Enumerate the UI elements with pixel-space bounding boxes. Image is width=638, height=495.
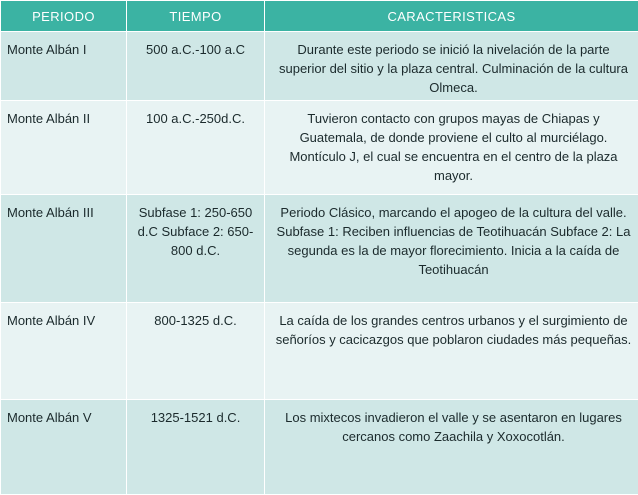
cell-tiempo: 1325-1521 d.C. (127, 400, 265, 495)
cell-periodo: Monte Albán IV (1, 303, 127, 400)
table-row (1, 101, 638, 195)
cell-periodo: Monte Albán II (1, 101, 127, 195)
header-tiempo: TIEMPO (127, 1, 265, 32)
table-header-row (1, 1, 638, 32)
header-periodo: PERIODO (1, 1, 127, 32)
cell-periodo: Monte Albán III (1, 195, 127, 303)
cell-caracteristicas: Periodo Clásico, marcando el apogeo de la cultura del valle. Subfase 1: Reciben influencias de Teotihuacán Subface 2: La segunda es la de mayor florecimiento. Inicia a la caída de Teotihuacán (265, 195, 638, 303)
cell-caracteristicas: La caída de los grandes centros urbanos y el surgimiento de señoríos y cacicazgos que poblaron ciudades más pequeñas. (265, 303, 638, 400)
table-row (1, 195, 638, 303)
cell-caracteristicas: Tuvieron contacto con grupos mayas de Chiapas y Guatemala, de donde proviene el culto al murciélago. Montículo J, el cual se encuentra en el centro de la plaza mayor. (265, 101, 638, 195)
cell-periodo: Monte Albán V (1, 400, 127, 495)
cell-caracteristicas: Durante este periodo se inició la nivelación de la parte superior del sitio y la plaza central. Culminación de la cultura Olmeca. (265, 32, 638, 101)
cell-periodo: Monte Albán I (1, 32, 127, 101)
cell-tiempo: 100 a.C.-250d.C. (127, 101, 265, 195)
cell-tiempo: 500 a.C.-100 a.C (127, 32, 265, 101)
table-row (1, 400, 638, 495)
cell-tiempo: 800-1325 d.C. (127, 303, 265, 400)
table-row (1, 303, 638, 400)
header-caracteristicas: CARACTERISTICAS (265, 1, 638, 32)
cell-caracteristicas: Los mixtecos invadieron el valle y se asentaron en lugares cercanos como Zaachila y Xoxocotlán. (265, 400, 638, 495)
cell-tiempo: Subfase 1: 250-650 d.C Subface 2: 650-800 d.C. (127, 195, 265, 303)
table-row (1, 32, 638, 101)
